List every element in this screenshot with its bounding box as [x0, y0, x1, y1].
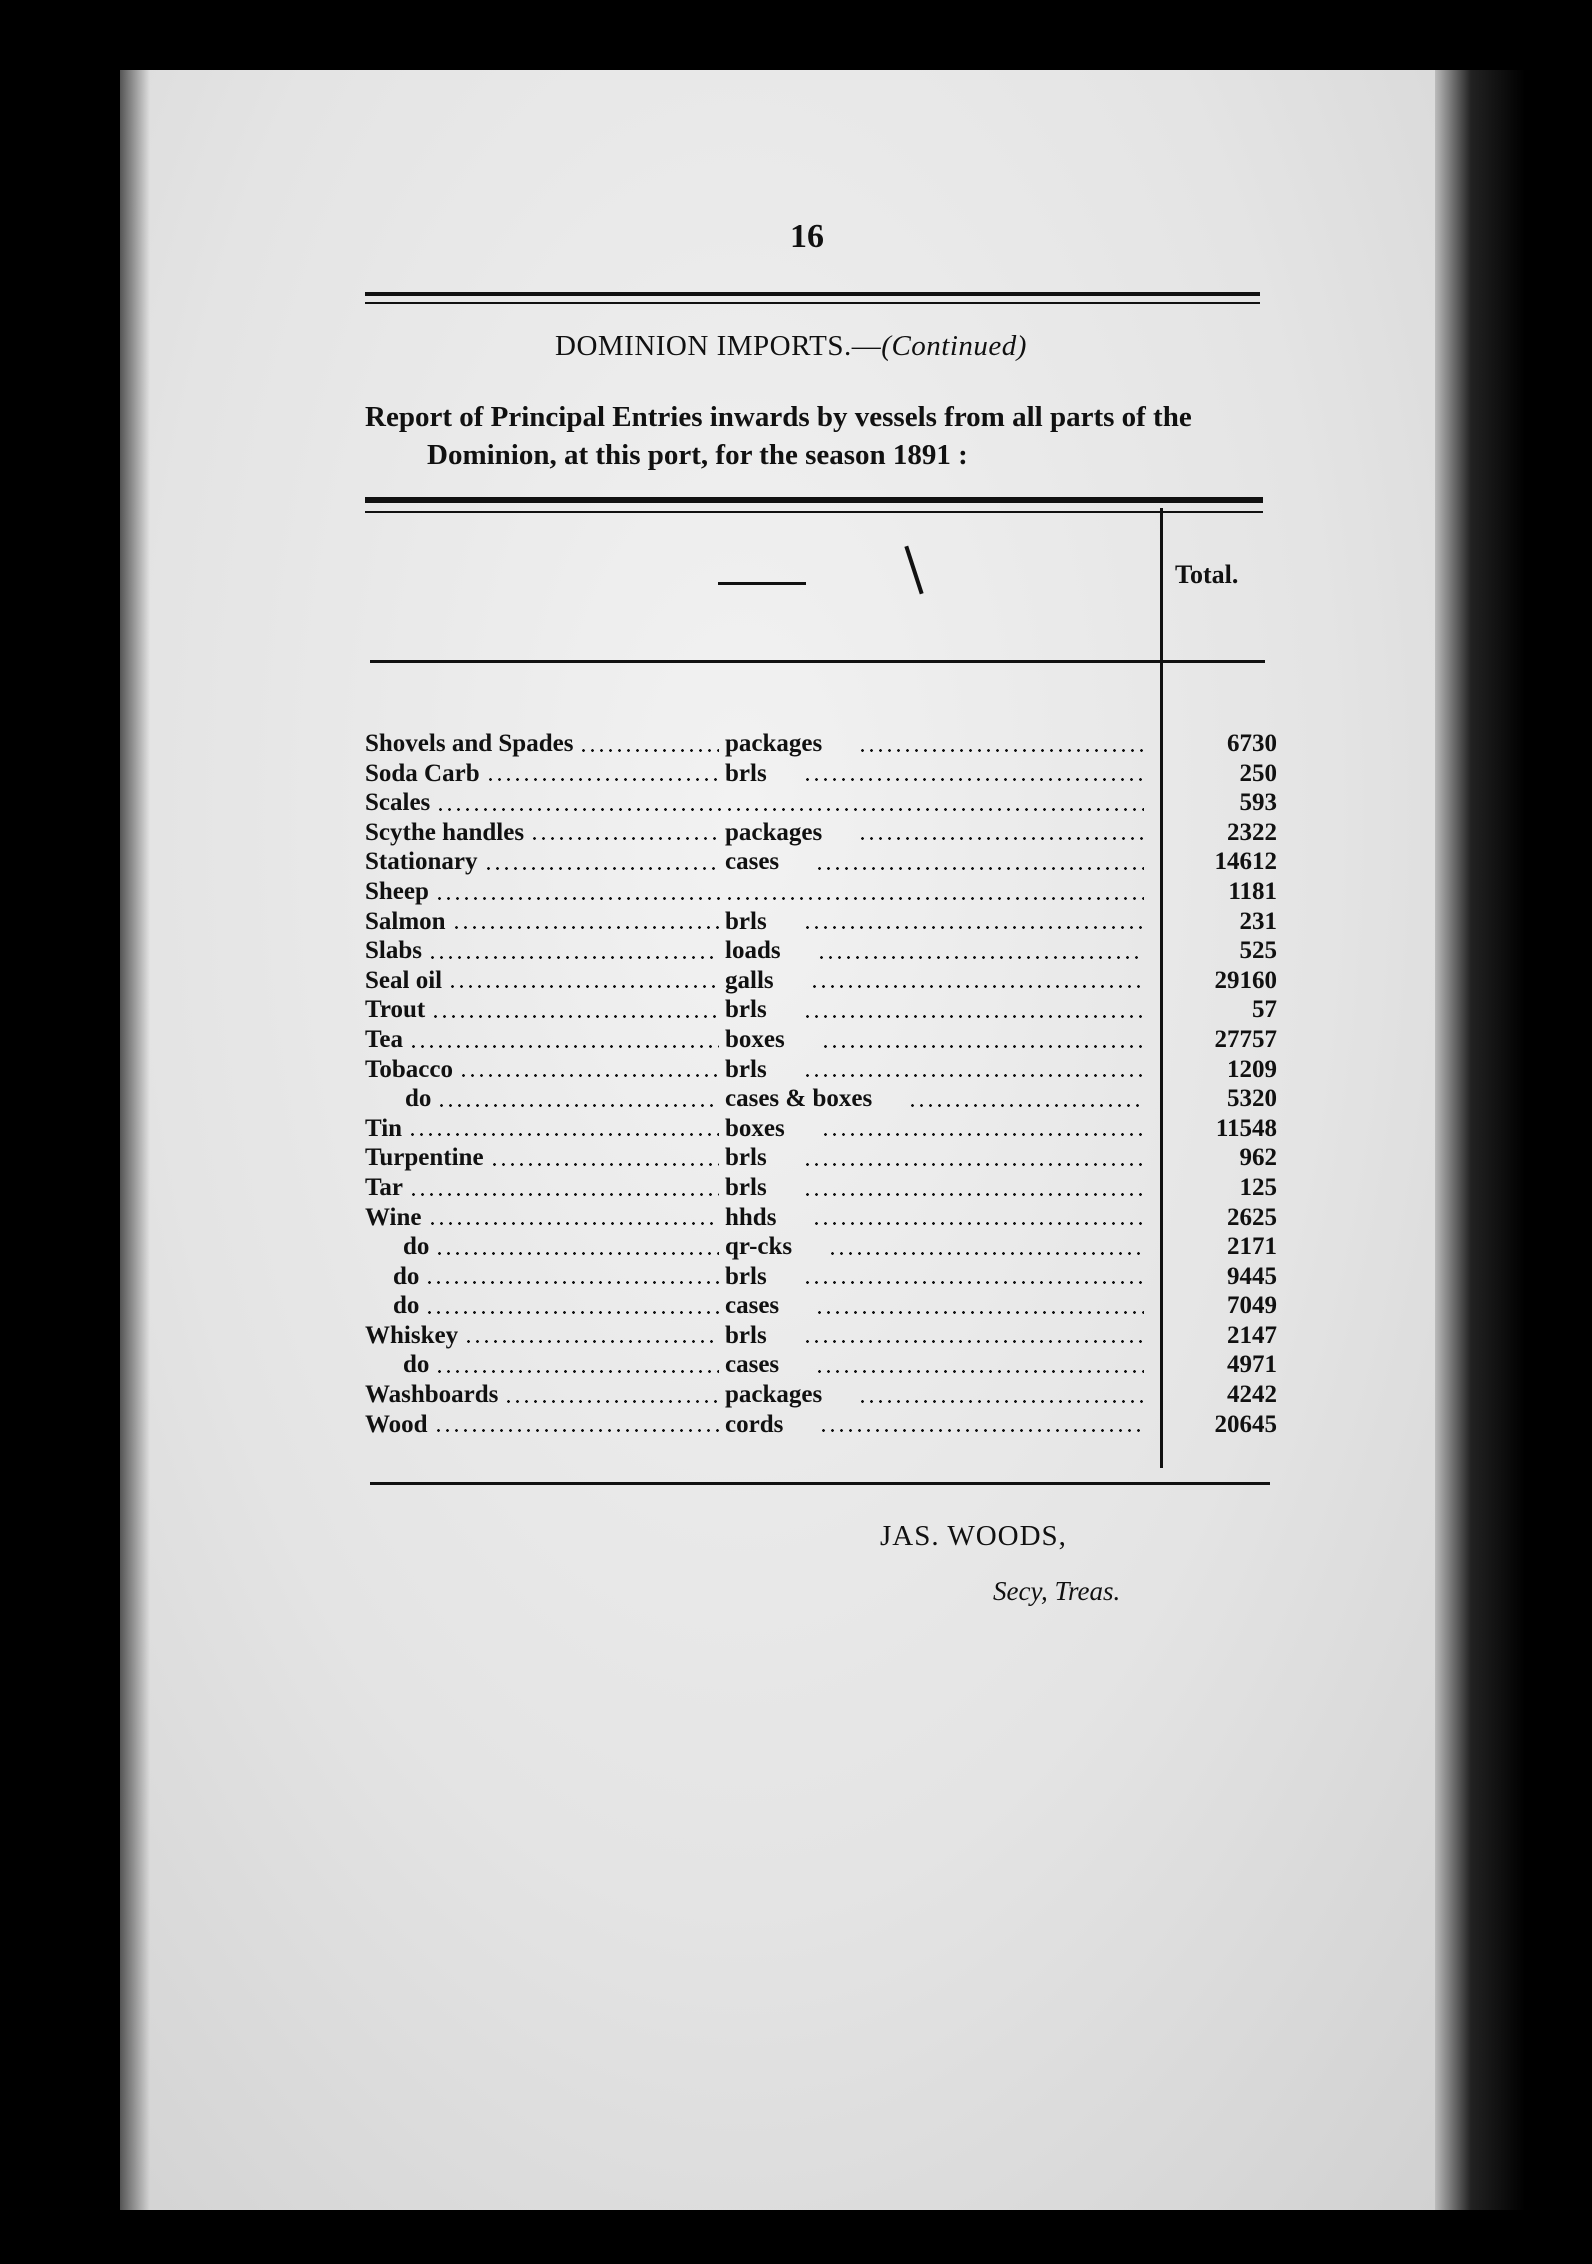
leader-dots [803, 1163, 1144, 1166]
leader-dots [409, 1045, 719, 1048]
leader-dots [858, 837, 1144, 840]
row-total: 29160 [1214, 966, 1277, 994]
table-row [365, 966, 1285, 996]
leader-dots [530, 837, 719, 840]
table-row [365, 1114, 1285, 1144]
row-total: 7049 [1227, 1292, 1277, 1320]
leader-dots [803, 1015, 1144, 1018]
table-rule-bottom [370, 1482, 1270, 1485]
header-separator-rule [370, 660, 1265, 663]
row-total: 11548 [1215, 1114, 1277, 1142]
row-unit: brls [725, 1321, 767, 1349]
leader-dots [821, 1045, 1144, 1048]
table-rule-top [365, 497, 1263, 503]
page-shadow-left [120, 70, 150, 2210]
row-unit: boxes [725, 1025, 785, 1053]
leader-dots [815, 1370, 1144, 1373]
row-item: do [393, 1292, 420, 1320]
leader-dots [812, 1222, 1144, 1225]
leader-dots [725, 897, 1144, 900]
table-row [365, 1084, 1285, 1114]
imports-table [365, 729, 1285, 1439]
table-row [365, 1143, 1285, 1173]
signature-name: JAS. WOODS, [880, 1520, 1067, 1552]
header-rule-bottom [365, 302, 1260, 304]
leader-dots [815, 867, 1144, 870]
table-row [365, 907, 1285, 937]
page-number: 16 [790, 218, 824, 255]
table-row [365, 1232, 1285, 1262]
row-total: 525 [1239, 937, 1277, 965]
leader-dots [435, 1252, 719, 1255]
row-item: Turpentine [365, 1144, 484, 1172]
row-unit: brls [725, 907, 767, 935]
leader-dots [821, 1133, 1144, 1136]
row-item: Whiskey [365, 1321, 459, 1349]
row-unit: cases & boxes [725, 1085, 873, 1113]
row-unit: brls [725, 1055, 767, 1083]
leader-dots [803, 1193, 1144, 1196]
row-item: Wine [365, 1203, 422, 1231]
row-item: Tobacco [365, 1055, 453, 1083]
intro-paragraph [365, 398, 1265, 474]
leader-dots [428, 956, 719, 959]
row-unit: cases [725, 1351, 780, 1379]
leader-dots [437, 1104, 719, 1107]
row-total: 6730 [1227, 730, 1277, 757]
table-row [365, 818, 1285, 848]
row-unit: cases [725, 848, 780, 876]
total-column-header: Total. [1175, 560, 1239, 589]
row-item: do [405, 1085, 432, 1113]
table-row [365, 1173, 1285, 1203]
leader-dots [828, 1252, 1144, 1255]
row-item: do [393, 1262, 420, 1290]
row-unit: hhds [725, 1203, 777, 1231]
intro-line-2: Dominion, at this port, for the season 1891 : [427, 439, 968, 471]
leader-dots [409, 1193, 719, 1196]
row-total: 14612 [1214, 848, 1277, 876]
row-item: Tea [365, 1025, 403, 1053]
row-total: 2147 [1227, 1321, 1277, 1349]
table-row [365, 1321, 1285, 1351]
intro-line-1: Report of Principal Entries inwards by vessels from all parts of the [365, 401, 1192, 433]
leader-dots [815, 1311, 1144, 1314]
leader-dots [858, 749, 1144, 752]
leader-dots [490, 1163, 719, 1166]
document-title [555, 330, 1027, 363]
leader-dots [436, 808, 725, 811]
column-header-dash [718, 582, 806, 585]
table-row [365, 1410, 1285, 1440]
leader-dots [908, 1104, 1144, 1107]
table-row [365, 995, 1285, 1025]
table-row [365, 936, 1285, 966]
table-row [365, 847, 1285, 877]
row-item: Seal oil [365, 966, 443, 994]
leader-dots [819, 1429, 1144, 1432]
signature-title: Secy, Treas. [993, 1576, 1121, 1606]
leader-dots [425, 1281, 719, 1284]
row-item: Sheep [365, 877, 429, 905]
title-main: DOMINION IMPORTS.— [555, 330, 882, 362]
row-item: Scales [365, 789, 431, 817]
table-row [365, 1291, 1285, 1321]
table-row [365, 1262, 1285, 1292]
leader-dots [484, 867, 720, 870]
row-item: Slabs [365, 937, 422, 965]
table-row [365, 1350, 1285, 1380]
leader-dots [434, 1429, 719, 1432]
leader-dots [504, 1400, 719, 1403]
row-total: 9445 [1227, 1262, 1277, 1290]
row-unit: brls [725, 1262, 767, 1290]
leader-dots [452, 926, 719, 929]
leader-dots [725, 808, 1144, 811]
row-unit: galls [725, 966, 774, 994]
leader-dots [803, 926, 1144, 929]
row-item: Trout [365, 996, 426, 1024]
row-item: Wood [365, 1410, 428, 1438]
row-unit: brls [725, 1144, 767, 1172]
row-total: 231 [1239, 907, 1277, 935]
table-row [365, 729, 1285, 759]
row-item: Scythe handles [365, 818, 525, 846]
table-row [365, 1025, 1285, 1055]
leader-dots [435, 897, 725, 900]
row-item: Tar [365, 1173, 403, 1201]
leader-dots [579, 749, 719, 752]
row-total: 962 [1239, 1144, 1277, 1172]
row-total: 57 [1252, 996, 1277, 1024]
table-row [365, 788, 1285, 818]
table-row [365, 877, 1285, 907]
row-unit: qr-cks [725, 1233, 793, 1261]
table-row [365, 1055, 1285, 1085]
title-continued: (Continued) [881, 330, 1027, 362]
row-unit: loads [725, 937, 781, 965]
row-unit: cases [725, 1292, 780, 1320]
leader-dots [817, 956, 1144, 959]
leader-dots [803, 1074, 1144, 1077]
row-total: 2171 [1227, 1233, 1277, 1261]
leader-dots [486, 778, 719, 781]
leader-dots [435, 1370, 719, 1373]
leader-dots [448, 985, 719, 988]
row-total: 20645 [1214, 1410, 1277, 1438]
leader-dots [803, 1281, 1144, 1284]
row-item: Soda Carb [365, 759, 480, 787]
row-unit: brls [725, 1173, 767, 1201]
leader-dots [810, 985, 1144, 988]
row-total: 2322 [1227, 818, 1277, 846]
leader-dots [408, 1133, 719, 1136]
row-total: 27757 [1214, 1025, 1277, 1053]
header-rule-top [365, 292, 1260, 296]
leader-dots [425, 1311, 719, 1314]
table-row [365, 1380, 1285, 1410]
row-item: Washboards [365, 1381, 499, 1409]
row-total: 250 [1239, 759, 1277, 787]
row-total: 1181 [1228, 877, 1277, 905]
row-total: 125 [1239, 1173, 1277, 1201]
row-total: 4971 [1227, 1351, 1277, 1379]
table-row [365, 759, 1285, 789]
row-total: 1209 [1227, 1055, 1277, 1083]
row-unit: packages [725, 818, 823, 846]
leader-dots [464, 1340, 719, 1343]
row-item: Tin [365, 1114, 403, 1142]
row-total: 4242 [1227, 1381, 1277, 1409]
row-item: do [403, 1233, 430, 1261]
row-total: 2625 [1227, 1203, 1277, 1231]
row-unit: brls [725, 759, 767, 787]
leader-dots [428, 1222, 720, 1225]
leader-dots [803, 1340, 1144, 1343]
leader-dots [459, 1074, 719, 1077]
row-unit: packages [725, 1381, 823, 1409]
row-unit: cords [725, 1410, 784, 1438]
row-item: Shovels and Spades [365, 730, 574, 757]
row-item: do [403, 1351, 430, 1379]
row-item: Salmon [365, 907, 446, 935]
row-unit: boxes [725, 1114, 785, 1142]
row-unit: packages [725, 730, 823, 757]
leader-dots [858, 1400, 1144, 1403]
leader-dots [431, 1015, 719, 1018]
table-row [365, 1203, 1285, 1233]
table-rule-top-thin [365, 511, 1263, 513]
row-item: Stationary [365, 848, 478, 876]
row-total: 5320 [1227, 1085, 1277, 1113]
page-binding-edge [1435, 70, 1525, 2210]
row-unit: brls [725, 996, 767, 1024]
row-total: 593 [1239, 789, 1277, 817]
leader-dots [803, 778, 1144, 781]
